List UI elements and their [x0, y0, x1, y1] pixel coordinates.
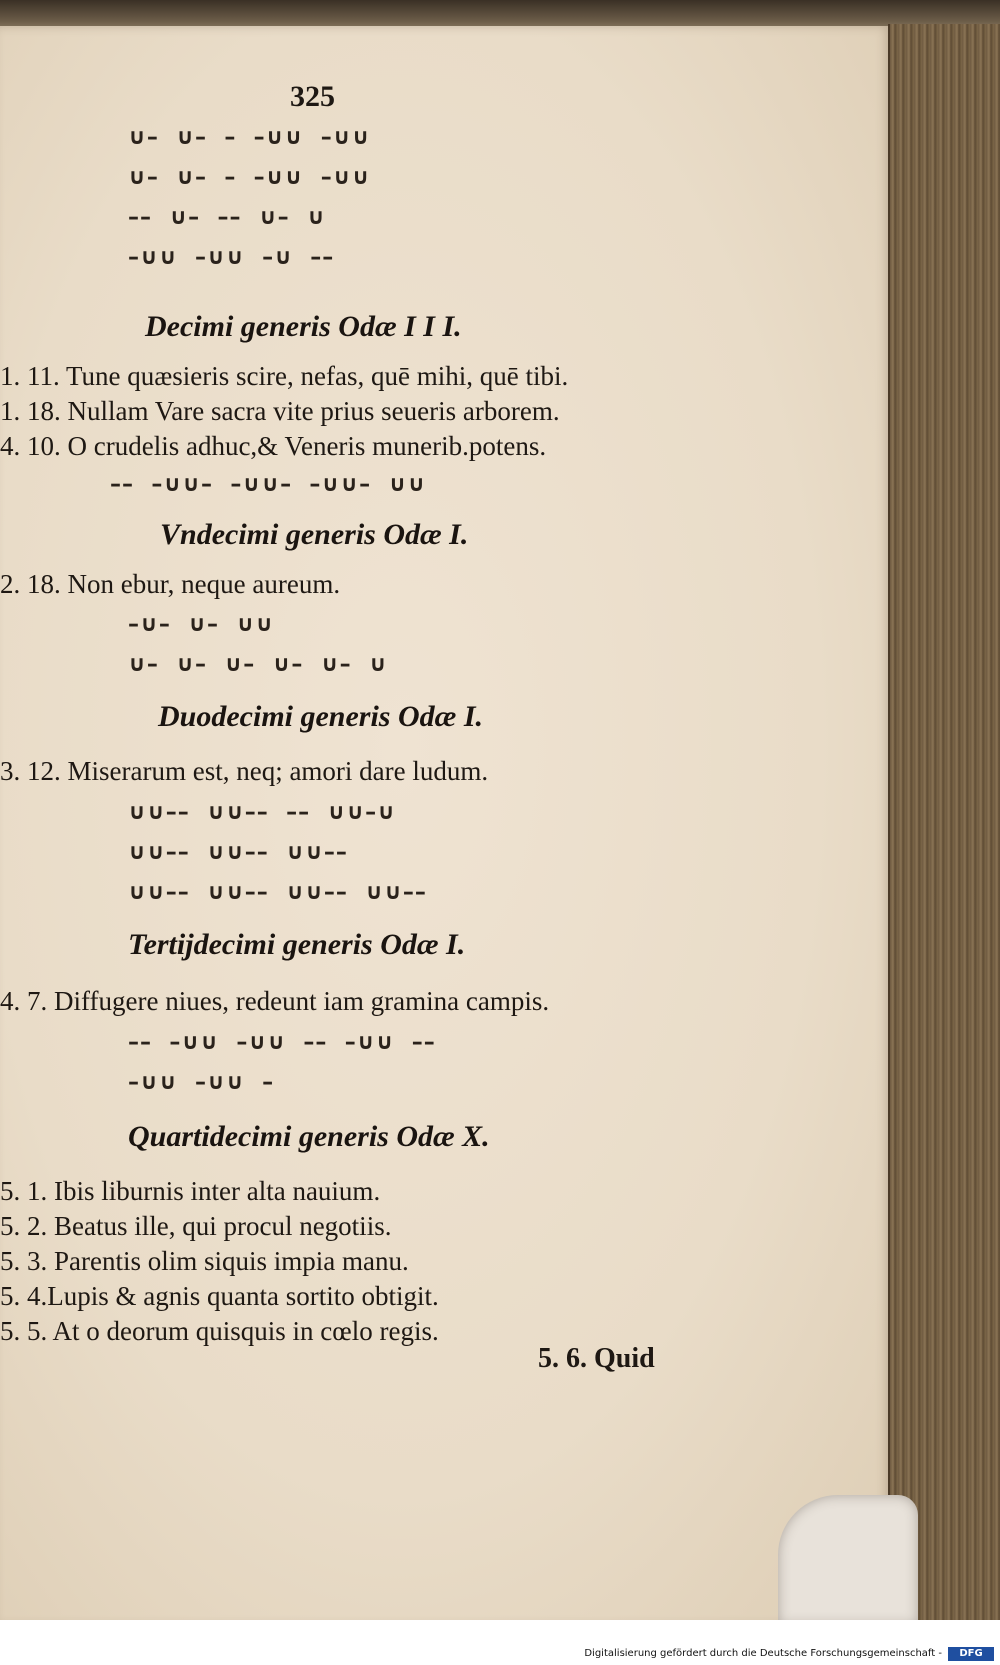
meter-line: ∪– ∪– – –∪∪ –∪∪: [128, 125, 371, 150]
digitization-credit: Digitalisierung gefördert durch die Deutsche Forschungsgemeinschaft -: [584, 1648, 942, 1659]
page-fore-edge: [888, 24, 1000, 1624]
section-heading: Duodecimi generis Odæ I.: [158, 700, 483, 733]
meter-line: –– ∪– –– ∪– ∪: [128, 205, 326, 230]
section-heading: Vndecimi generis Odæ I.: [160, 518, 469, 551]
verse-line: 5. 1. Ibis liburnis inter alta nauium.: [0, 1176, 381, 1206]
verse-line: 3. 12. Miserarum est, neq; amori dare ludum.: [0, 756, 489, 786]
section-heading: Decimi generis Odæ I I I.: [145, 310, 462, 343]
page-number: 325: [290, 80, 335, 113]
section-heading: Tertijdecimi generis Odæ I.: [128, 928, 466, 961]
meter-line: ∪– ∪– ∪– ∪– ∪– ∪: [128, 652, 388, 677]
meter-line: –– –∪∪ –∪∪ –– –∪∪ ––: [128, 1030, 436, 1055]
meter-line: ∪∪–– ∪∪–– ∪∪––: [128, 840, 348, 865]
torn-page-corner: [778, 1495, 918, 1625]
meter-line: ∪– ∪– – –∪∪ –∪∪: [128, 165, 371, 190]
verse-line: 5. 2. Beatus ille, qui procul negotiis.: [0, 1211, 392, 1241]
verse-line: 4. 10. O crudelis adhuc,& Veneris munerib.potens.: [0, 431, 547, 461]
meter-line: –∪∪ –∪∪ –∪ ––: [128, 245, 335, 270]
section-heading: Quartidecimi generis Odæ X.: [128, 1120, 490, 1153]
meter-line: –– –∪∪– –∪∪– –∪∪– ∪∪: [110, 472, 427, 497]
meter-line: –∪∪ –∪∪ –: [128, 1070, 275, 1095]
meter-line: ∪∪–– ∪∪–– –– ∪∪–∪: [128, 800, 397, 825]
verse-line: 2. 18. Non ebur, neque aureum.: [0, 569, 341, 599]
verse-line: 1. 11. Tune quæsieris scire, nefas, quē mihi, quē tibi.: [0, 361, 569, 391]
meter-line: ∪∪–– ∪∪–– ∪∪–– ∪∪––: [128, 880, 427, 905]
verse-line: 5. 3. Parentis olim siquis impia manu.: [0, 1246, 409, 1276]
catchword: 5. 6. Quid: [538, 1343, 655, 1374]
meter-line: –∪– ∪– ∪∪: [128, 612, 275, 637]
verse-line: 5. 5. At o deorum quisquis in cœlo regis.: [0, 1316, 439, 1346]
verse-line: 1. 18. Nullam Vare sacra vite prius seueris arborem.: [0, 396, 560, 426]
verse-line: 5. 4.Lupis & agnis quanta sortito obtigit.: [0, 1281, 439, 1311]
dfg-logo[interactable]: DFG: [948, 1647, 994, 1661]
verse-line: 4. 7. Diffugere niues, redeunt iam gramina campis.: [0, 986, 550, 1016]
